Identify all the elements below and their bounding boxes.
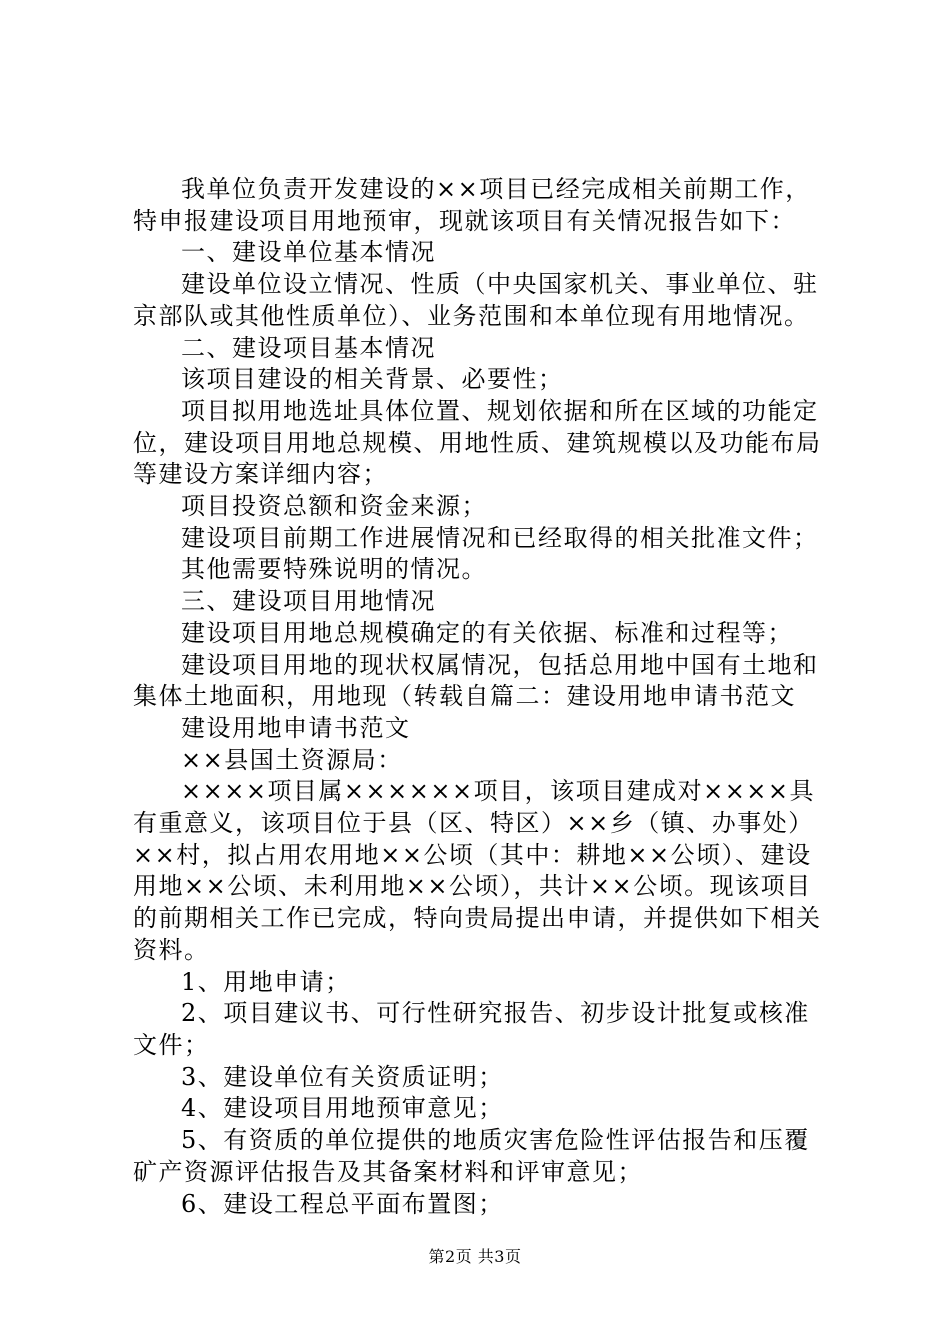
section-heading-3: 三、建设项目用地情况 — [181, 587, 436, 616]
list-item: 5、有资质的单位提供的地质灾害危险性评估报告和压覆矿产资源评估报告及其备案材料和评审意见； — [133, 1126, 810, 1186]
paragraph: 该项目建设的相关背景、必要性； — [181, 365, 564, 394]
paragraph-intro: 我单位负责开发建设的××项目已经完成相关前期工作，特申报建设项目用地预审，现就该项目有关情况报告如下： — [133, 175, 811, 235]
list-item: 4、建设项目用地预审意见； — [181, 1094, 504, 1123]
paragraph: 建设项目前期工作进展情况和已经取得的相关批准文件； — [181, 523, 819, 552]
paragraph: ××××项目属××××××项目，该项目建成对××××具有重意义，该项目位于县（区、特区）××乡（镇、办事处）××村，拟占用农用地××公顷（其中：耕地××公顷）、建设用地××公顷、未利用地××公顷），共计××公顷。现该项目的前期相关工作已完成，特向贵局提出申请，并提供如下相关资料。 — [133, 777, 822, 964]
paragraph: 项目拟用地选址具体位置、规划依据和所在区域的功能定位，建设项目用地总规模、用地性质、建筑规模以及功能布局等建设方案详细内容； — [133, 396, 822, 489]
list-item: 3、建设单位有关资质证明； — [181, 1062, 504, 1091]
paragraph: 建设项目用地总规模确定的有关依据、标准和过程等； — [181, 618, 793, 647]
list-item: 2、项目建议书、可行性研究报告、初步设计批复或核准文件； — [133, 999, 810, 1059]
page-number-footer: 第2页 共3页 — [428, 1247, 522, 1266]
section-heading-1: 一、建设单位基本情况 — [181, 238, 436, 267]
document-body — [133, 174, 833, 1220]
paragraph-addressee: ××县国土资源局： — [181, 745, 403, 774]
section-heading-2: 二、建设项目基本情况 — [181, 333, 436, 362]
paragraph-title: 建设用地申请书范文 — [181, 713, 411, 742]
list-item: 6、建设工程总平面布置图； — [181, 1189, 504, 1218]
list-item: 1、用地申请； — [181, 967, 351, 996]
paragraph: 项目投资总额和资金来源； — [181, 492, 487, 521]
paragraph: 建设单位设立情况、性质（中央国家机关、事业单位、驻京部队或其他性质单位）、业务范围和本单位现有用地情况。 — [133, 270, 819, 330]
paragraph: 其他需要特殊说明的情况。 — [181, 555, 487, 584]
paragraph: 建设项目用地的现状权属情况，包括总用地中国有土地和集体土地面积，用地现（转载自篇二：建设用地申请书范文 — [133, 650, 819, 711]
